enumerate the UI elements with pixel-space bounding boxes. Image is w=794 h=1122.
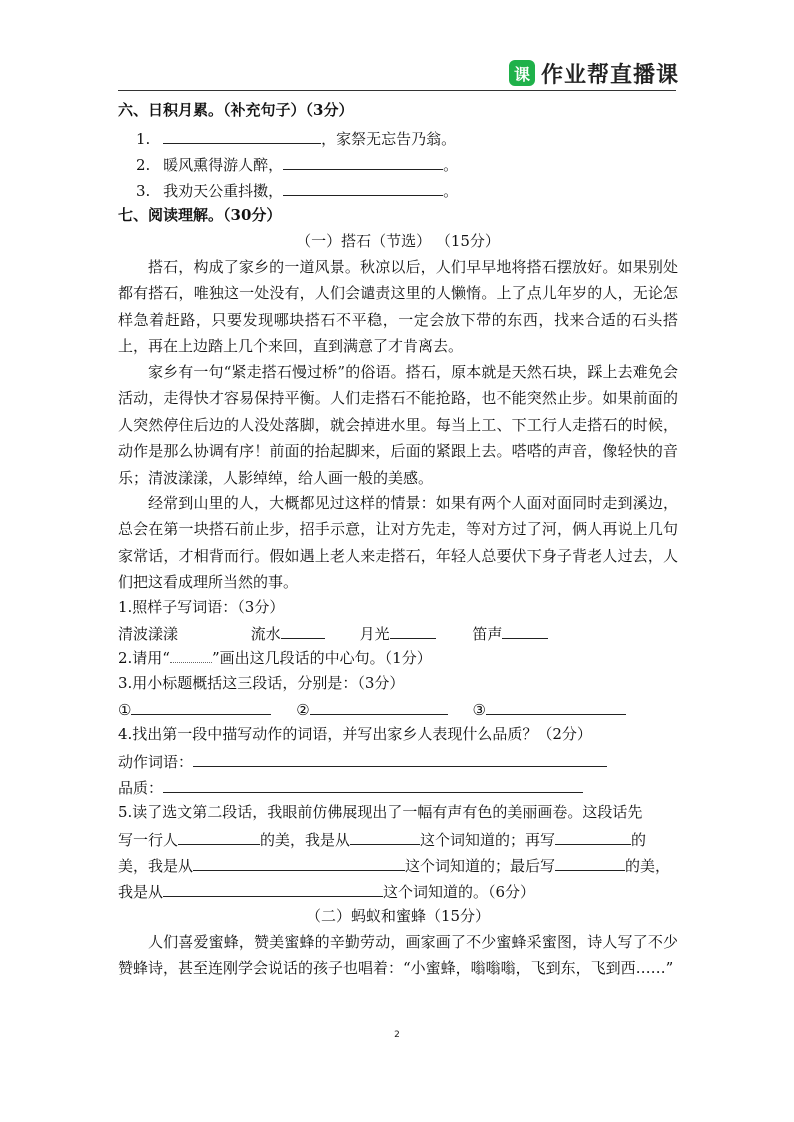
p1-question-1: 1.照样子写词语：（3分） [118,598,285,616]
section-7-title: 七、阅读理解。（30分） [118,206,282,224]
s6-q2-end: 。 [443,156,459,174]
p1-q1-example: 清波漾漾 [118,625,179,643]
passage-1-paragraph-2: 家乡有一句“紧走搭石慢过桥”的俗语。搭石，原本就是天然石块，踩上去难免会活动，走得快才容易保持平衡。人们走搭石不能抢路，也不能突然止步。如果前面的人突然停住后边的人没处落脚，就会掉进水里。每当上工、下工行人走搭石的时候，动作是那么协调有序！前面的抬起脚来，后面的紧跟上去。嗒嗒的声音，像轻快的音乐；清波漾漾，人影绰绰，给人画一般的美感。 [118,363,678,487]
p1-q5-blank-3[interactable] [555,828,631,845]
s6-q3-answer-blank[interactable] [283,179,443,196]
passage-1-title: （一）搭石（节选） （15分） [296,232,500,250]
p1-q5-blank-6[interactable] [163,880,383,897]
passage-1-paragraph-1: 搭石，构成了家乡的一道风景。秋凉以后，人们早早地将搭石摆放好。如果别处都有搭石，唯独这一处没有，人们会谴责这里的人懒惰。上了点儿年岁的人，无论怎样急着赶路，只要发现哪块搭石不平稳，一定会放下带的东西，找来合适的石头搭上，再在上边踏上几个来回，直到满意了才肯离去。 [118,258,678,356]
p1-q5-text-h: 我是从 [118,883,164,901]
s6-q2-answer-blank[interactable] [283,153,443,170]
s6-q3-end: 。 [443,182,459,200]
p1-q5-blank-4[interactable] [193,854,405,871]
p1-q4-blank-a[interactable] [193,750,607,767]
passage-1-paragraph-3: 经常到山里的人，大概都见过这样的情景：如果有两个人面对面同时走到溪边，总会在第一块搭石前止步，招手示意，让对方先走，等对方过了河，俩人再说上几句家常话，才相背而行。假如遇上老人来走搭石，年轻人总要伏下身子背老人过去，人们把这看成理所当然的事。 [118,494,678,592]
p1-question-5-line-1: 5.读了选文第二段话，我眼前仿佛展现出了一幅有声有色的美丽画卷。这段话先 [118,803,643,821]
p1-q5-text-d: 的 [631,831,647,849]
p1-q2-text-b: ”画出这几段话的中心句。（1分） [211,649,432,667]
p1-q5-blank-1[interactable] [178,828,260,845]
p1-q5-text-i: 这个词知道的。（6分） [383,883,536,901]
p1-question-5-line-4 [118,880,535,902]
p1-q3-marker-3: ③ [472,701,486,719]
s6-q2-text: 暖风熏得游人醉， [163,156,284,174]
p1-q4-row-b [118,776,583,798]
s6-q1-text: ，家祭无忘告乃翁。 [321,130,457,148]
p1-q5-text-a: 写一行人 [118,831,179,849]
page-number: 2 [394,1030,400,1040]
logo-badge-icon: 课 [509,60,535,86]
p1-question-4: 4.找出第一段中描写动作的词语，并写出家乡人表现什么品质？（2分） [118,725,592,743]
passage-2-paragraph-1: 人们喜爱蜜蜂，赞美蜜蜂的辛勤劳动，画家画了不少蜜蜂采蜜图，诗人写了不少赞蜂诗，甚至连刚学会说话的孩子也唱着：“小蜜蜂，嗡嗡嗡，飞到东，飞到西……” [118,933,678,978]
p1-q5-text-g: 的美， [625,857,671,875]
p1-q1-example-row [118,622,548,644]
p1-q1-word-a: 流水 [250,625,281,643]
header-divider [118,90,676,91]
s6-q3-text: 我劝天公重抖擞， [163,182,284,200]
p1-q2-text-a: 2.请用“ [118,649,170,667]
s6-q3-number: 3. [136,182,151,200]
s6-q2-number: 2. [136,156,151,174]
p1-q5-text-c: 这个词知道的；再写 [420,831,556,849]
p1-q1-word-b: 月光 [359,625,390,643]
p1-question-3: 3.用小标题概括这三段话，分别是：（3分） [118,674,405,692]
p1-q1-word-c: 笛声 [472,625,503,643]
p1-q3-blank-3[interactable] [486,698,626,715]
s6-q1-number: 1. [136,130,151,148]
p1-q4-label-b: 品质： [118,779,164,797]
s6-q1-answer-blank[interactable] [163,127,321,144]
p1-question-5-line-2 [118,828,646,850]
logo-text: 作业帮直播课 [541,62,680,88]
p1-question-2 [118,648,432,668]
p1-q4-row-a [118,750,607,772]
p1-q3-marker-2: ② [296,701,310,719]
p1-q1-blank-a[interactable] [281,622,325,639]
p1-q5-text-f: 这个词知道的；最后写 [405,857,556,875]
s6-question-1 [136,127,456,149]
brand-logo [509,58,679,88]
s6-question-3 [136,179,458,201]
s6-question-2 [136,153,458,175]
p1-q3-blank-2[interactable] [310,698,448,715]
p1-q3-answers [118,698,626,720]
p1-q4-label-a: 动作词语： [118,753,194,771]
p1-q5-blank-5[interactable] [555,854,625,871]
wavy-underline-icon [170,648,212,663]
p1-q3-marker-1: ① [118,701,132,719]
passage-2-title: （二）蚂蚁和蜜蜂（15分） [305,907,491,925]
p1-q5-text-b: 的美，我是从 [260,831,351,849]
section-6-title: 六、日积月累。（补充句子）（3分） [118,101,354,119]
p1-question-5-line-3 [118,854,670,876]
p1-q1-blank-b[interactable] [390,622,436,639]
p1-q5-blank-2[interactable] [350,828,420,845]
p1-q3-blank-1[interactable] [131,698,271,715]
p1-q4-blank-b[interactable] [163,776,583,793]
p1-q1-blank-c[interactable] [502,622,548,639]
p1-q5-text-e: 美，我是从 [118,857,194,875]
